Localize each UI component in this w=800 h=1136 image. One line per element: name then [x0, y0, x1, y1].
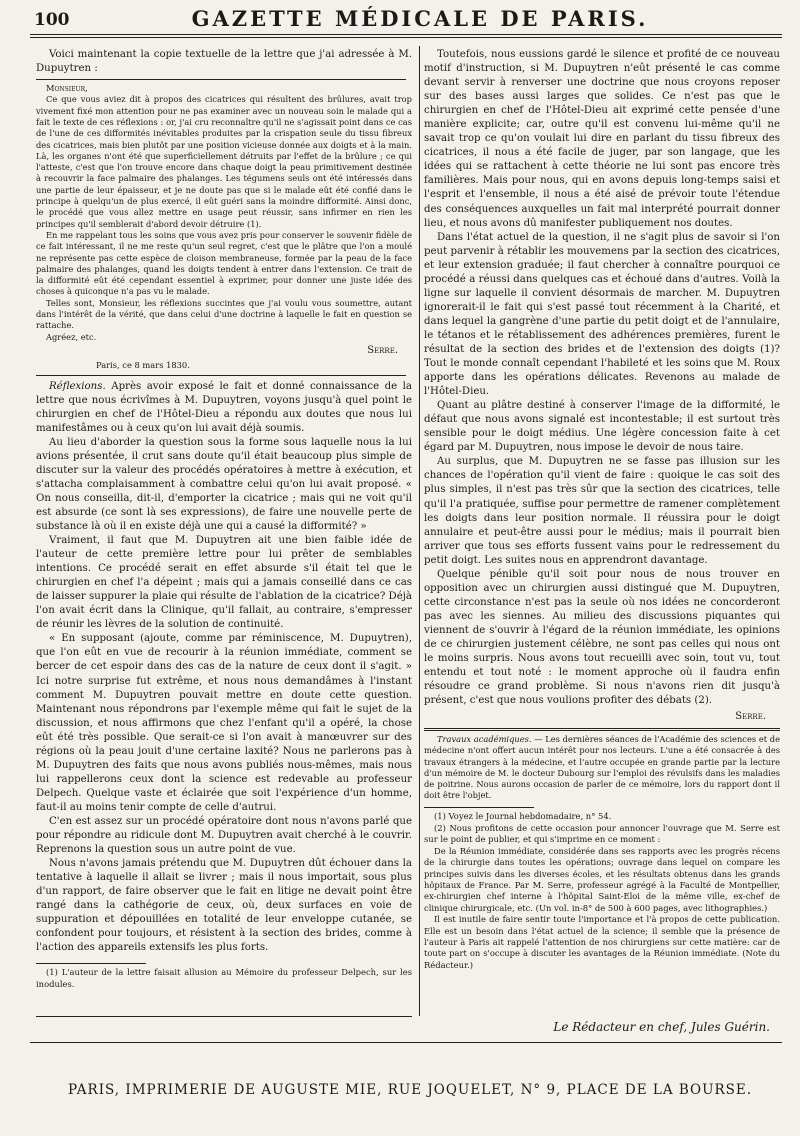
footnote-rule — [36, 963, 146, 964]
letter-salutation: Monsieur, — [46, 83, 88, 94]
masthead-title: GAZETTE MÉDICALE DE PARIS. — [191, 6, 649, 31]
editor-signature: Le Rédacteur en chef, Jules Guérin. — [553, 1020, 770, 1034]
section-rule — [424, 728, 780, 731]
body-paragraph: Au lieu d'aborder la question sous la forme sous laquelle nous la lui avions présentée, il crut sans doute qu'il était beaucoup plus simple de discuter sur la valeur des procédés opératoires à mettre à exécution, et s'attacha complaisamment à combattre celui qu'on lui avait proposé. « On nous conseilla, dit-il, d'emporter la cicatrice ; mais qui ne voit qu'il est absurde (ce sont là ses expressions), de faire une nouvelle perte de substance là où il en existe déjà une qui a causé la difformité? » — [36, 436, 412, 532]
letter-block — [36, 83, 412, 371]
letter-rule — [36, 79, 406, 80]
body-paragraph: Dans l'état actuel de la question, il ne s'agit plus de savoir si l'on peut parvenir à rétablir les mouvemens par la section des cicatrices, et leur extension graduée; il faut chercher à connaître pourquoi ce procédé a réussi dans quelques cas et échoué dans d'autres. Voilà la ligne sur laquelle il convient désormais de marcher. M. Dupuytren ignorerait-il le fait qui s'est passé tout récemment à la Charité, et dans lequel la gangrène d'une partie du petit doigt et de l'annulaire, le tétanos et le rétablissement des adhérences premières, furent le résultat de la section des brides et de l'extension des doigts (1)? Tout le monde connaît cependant l'habileté et les soins que M. Roux apporte dans les opérations délicates. Revenons au malade de l'Hôtel-Dieu. — [424, 231, 780, 398]
body-paragraph: C'en est assez sur un procédé opératoire dont nous n'avons parlé que pour répondre au ridicule dont M. Dupuytren avait cherché à le couvrir. Reprenons la question sous un autre point de vue. — [36, 815, 412, 856]
reflexions-text: Après avoir exposé le fait et donné connaissance de la lettre que nous écrivîmes à M. Dupuytren, voyons jusqu'à quel point le chirurgien en chef de l'Hôtel-Dieu a répondu aux doutes que nous lui manifestâmes ou à ceux qu'on lui avait déjà soumis. — [36, 380, 412, 434]
letter-paragraph: Ce que vous aviez dit à propos des cicatrices qui résultent des brûlures, avait trop vivement fixé mon attention pour ne pas examiner avec un nouveau soin le malade qui a fait le texte de ces réflexions : or, j'ai cru reconnaître qu'il ne s'agissait point dans ce cas de l'une de ces difformités inévitables produites par la crispation seule du tissu fibreux des cicatrices, mais bien plutôt par une position vicieuse donnée aux doigts et à la main. Là, les organes n'ont été que superficiellement détruits par l'effet de la brûlure ; ce qui l'atteste, c'est que l'on trouve encore dans chaque doigt la peau primitivement destinée à recouvrir la face palmaire des phalanges. Les tégumens seuls ont été intéressés dans une partie de leur épaisseur, et je ne doute pas que si le malade eût été confié dans le principe à quelqu'un de plus exercé, il eût guéri sans la moindre difformité. Ainsi donc, le procédé que vous allez mettre en usage peut réussir, sans infirmer en rien les principes qu'il semblerait d'abord devoir détruire (1). — [36, 94, 412, 229]
letter-paragraph: En me rappelant tous les soins que vous avez pris pour conserver le souvenir fidèle de ce fait intéressant, il ne me reste qu'un seul regret, c'est que le plâtre que l'on a moulé ne représente pas cette espèce de cloison membraneuse, formée par la peau de la face palmaire des phalanges, quand les doigts tendent à entrer dans l'extension. Ce trait de la difformité eût été cependant essentiel à exprimer, pour donner une juste idée des choses à quiconque n'a pas vu le malade. — [36, 229, 412, 297]
body-paragraph: Quelque pénible qu'il soit pour nous de nous trouver en opposition avec un chirurgien aussi distingué que M. Dupuytren, cette circonstance n'est pas la seule où nos idées ne concorderont pas avec les siennes. Au milieu des discussions piquantes qui viennent de s'ouvrir à l'égard de la réunion immédiate, les opinions de ce chirurgien justement célèbre, ne sont pas celles qui nous ont le moins surpris. Nous avons tout recueilli avec soin, tout vu, tout entendu et tout noté : le moment approche où il faudra enfin résoudre ce grand problème. Si nous n'avons rien dit jusqu'à présent, c'est que nous voulions profiter des débats (2). — [424, 568, 780, 707]
footnote-rule — [424, 807, 534, 808]
printer-line: PARIS, IMPRIMERIE DE AUGUSTE MIE, RUE JOQUELET, N° 9, PLACE DE LA BOURSE. — [67, 1082, 753, 1098]
footer-rule — [30, 1042, 782, 1043]
footnote-text: Il est inutile de faire sentir toute l'importance et l'à propos de cette publication. Elle est un besoin dans l'état actuel de la science; il semble que la présence de l'auteur à Paris ait rappelé l'attention de nos chirurgiens sur cette matière: car de toute part on s'occupe à discuter les avantages de la Réunion immédiate. (Note du Rédacteur.) — [424, 914, 780, 970]
travaux-block — [424, 734, 780, 801]
body-paragraph: Quant au plâtre destiné à conserver l'image de la difformité, le défaut que nous avons signalé est incontestable; il est surtout très sensible pour le doigt médius. Une légère concession faite à cet égard par M. Dupuytren, nous impose le devoir de nous taire. — [424, 400, 780, 454]
body-paragraph: « En supposant (ajoute, comme par réminiscence, M. Dupuytren), que l'on eût en vue de recourir à la réunion immédiate, comment se bercer de cet espoir dans des cas de la nature de ceux dont il s'agit. » Ici notre surprise fut extrême, et nous nous demandâmes à l'instant comment M. Dupuytren pouvait mettre en doute cette question. Maintenant nous répondrons par l'exemple même qui fait le sujet de la discussion, et nous affirmons que chez l'enfant qu'il a opéré, la chose eût été très possible. Que serait-ce si l'on avait à manœuvrer sur des régions où la peau jouit d'une certaine laxité? Nous ne parlerons pas à M. Dupuytren des faits que nous avons publiés nous-mêmes, mais nous lui rappellerons ceux dont la science est redevable au professeur Delpech. Quelque vaste et éclairée que soit l'expérience d'un homme, faut-il au moins tenir compte de celle d'autrui. — [36, 633, 412, 813]
header-rule-double — [30, 37, 782, 38]
left-bottom-rule — [36, 1016, 412, 1017]
left-footnote — [36, 967, 412, 990]
travaux-text: — Les dernières séances de l'Académie des sciences et de médecine n'ont offert aucun intérêt pour nos lecteurs. L'une a été consacrée à des travaux étrangers à la médecine, et l'autre occupée en grande partie par la lecture d'un mémoire de M. le docteur Dubourg sur l'emploi des révulsifs dans les maladies de poitrine. Nous aurons occasion de parler de ce mémoire, lors du rapport dont il doit être l'objet. — [424, 734, 780, 801]
article-signature: Serre. — [735, 711, 766, 723]
letter-date: Paris, ce 8 mars 1830. — [96, 360, 190, 371]
letter-closing: Agréez, etc. — [46, 331, 97, 342]
right-footnotes — [424, 811, 780, 971]
body-paragraph: Au surplus, que M. Dupuytren ne se fasse pas illusion sur les chances de l'opération qu'il vient de faire : quoique le cas soit des plus simples, il n'est pas très sûr que la section des cicatrices, telle qu'il l'a pratiquée, suffise pour permettre de ramener complètement les doigts dans leur position normale. Il réussira pour le doigt annulaire et peut-être aussi pour le médius; mais il pourrait bien arriver que tous ses efforts fussent vains pour le redressement du petit doigt. Les suites nous en apprendront davantage. — [424, 456, 780, 566]
right-column — [424, 48, 780, 1016]
travaux-label: Travaux académiques. — [437, 734, 532, 745]
reflexions-label: Réflexions. — [49, 380, 106, 392]
page-number: 100 — [34, 10, 70, 30]
reflexions-paragraph — [36, 380, 412, 436]
footnote-text: (2) Nous profitons de cette occasion pour annoncer l'ouvrage que M. Serre est sur le point de publier, et qui s'imprime en ce moment : — [424, 822, 780, 845]
left-column — [36, 48, 412, 1016]
letter-signature: Serre. — [367, 344, 398, 356]
letter-intro: Voici maintenant la copie textuelle de la lettre que j'ai adressée à M. Dupuytren : — [36, 49, 412, 75]
letter-paragraph: Telles sont, Monsieur, les réflexions succintes que j'ai voulu vous soumettre, autant dans l'intérêt de la vérité, que dans celui d'une doctrine à laquelle le fait en question se rattache. — [36, 297, 412, 331]
footnote-text: De la Réunion immédiate, considérée dans ses rapports avec les progrès récens de la chirurgie dans toutes les opérations; ouvrage dans lequel on compare les principes suivis dans les diverses écoles, et les résultats obtenus dans les grands hôpitaux de France. Par M. Serre, professeur agrégé à la Faculté de Montpellier, ex-chirurgien chef interne à l'hôpital Saint-Eloi de la même ville, ex-chef de clinique chirurgicale, etc. (Un vol. in-8° de 500 à 600 pages, avec lithographies.) — [424, 845, 780, 913]
column-divider — [419, 46, 420, 1016]
footnote-text: (1) L'auteur de la lettre faisait allusion au Mémoire du professeur Delpech, sur les inodules. — [36, 967, 412, 989]
body-paragraph: Vraiment, il faut que M. Dupuytren ait une bien faible idée de l'auteur de cette première lettre pour lui prêter de semblables intentions. Ce procédé serait en effet absurde s'il était tel que le chirurgien en chef l'a dépeint ; mais qui a jamais conseillé dans ce cas de laisser suppurer la plaie qui résulte de l'ablation de la cicatrice? Déjà l'on avait écrit dans la Clinique, qu'il fallait, au contraire, s'empresser de réunir les lèvres de la solution de continuité. — [36, 535, 412, 631]
letter-end-rule — [36, 375, 406, 376]
footnote-text: (1) Voyez le Journal hebdomadaire, n° 54. — [434, 811, 612, 822]
header-rule — [30, 34, 782, 35]
travaux-paragraph — [424, 734, 780, 801]
body-paragraph: Nous n'avons jamais prétendu que M. Dupuytren dût échouer dans la tentative à laquelle il allait se livrer ; mais il nous importait, sous plus d'un rapport, de faire observer que le fait en litige ne devait point être rangé dans la cathégorie de ceux, où, deux surfaces en voie de suppuration et dépouillées en totalité de leur enveloppe cutanée, se confondent pour toujours, et résistent à la section des brides, comme à l'action des appareils extensifs les plus forts. — [36, 858, 412, 954]
body-paragraph: Toutefois, nous eussions gardé le silence et profité de ce nouveau motif d'instruction, si M. Dupuytren n'eût présenté le cas comme devant servir à renverser une doctrine que nous croyons reposer sur des bases aussi larges que solides. Ce n'est pas que le chirurgien en chef de l'Hôtel-Dieu ait exprimé cette pensée d'une manière explicite; car, outre qu'il est convenu lui-même qu'il ne savait trop ce qu'on voulait lui dire en parlant du tissu fibreux des cicatrices, il nous a été facile de juger, par son langage, que les idées qui se rattachent à cette théorie ne lui sont pas encore très familières. Mais pour nous, qui en avons depuis long-temps saisi et l'esprit et l'ensemble, il nous a été aisé de prévoir toute l'étendue des conséquences auxquelles un fait mal interprété pourrait donner lieu, et nous avons dû manifester publiquement nos doutes. — [424, 49, 780, 229]
